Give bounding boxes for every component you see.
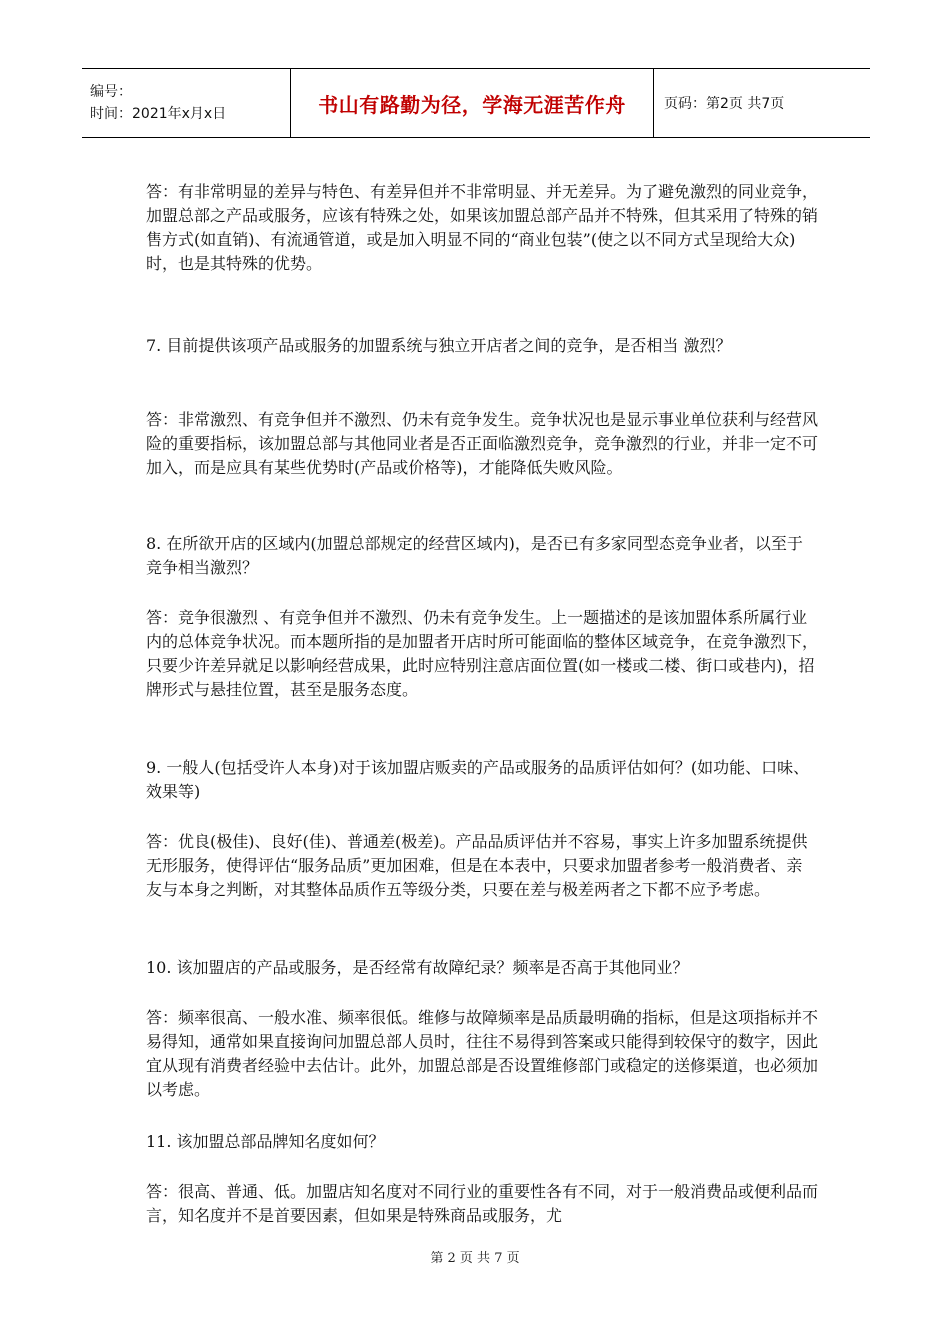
page-info-text: 页码：第2页 共7页 [664,96,785,112]
time-label: 时间：2021年x月x日 [90,106,227,122]
question-11: 11. 该加盟总部品牌知名度如何？ [146,1132,385,1151]
header-page-info [654,69,870,137]
question-9: 9. 一般人(包括受许人本身)对于该加盟店贩卖的产品或服务的品质评估如何？(如功能、口味、效果等) [146,758,810,801]
question-7: 7. 目前提供该项产品或服务的加盟系统与独立开店者之间的竞争，是否相当 激烈？ [146,336,732,355]
page-footer: 第 2 页 共 7 页 [430,1251,520,1266]
header-motto [291,69,654,137]
answer-paragraph: 答：很高、普通、低。加盟店知名度对不同行业的重要性各有不同，对于一般消费品或便利品而言，知名度并不是首要因素，但如果是特殊商品或服务，尤 [146,1182,819,1225]
answer-paragraph: 答：有非常明显的差异与特色、有差异但并不非常明显、并无差异。为了避免激烈的同业竞争，加盟总部之产品或服务，应该有特殊之处，如果该加盟总部产品并不特殊，但其采用了特殊的销售方式(如直销)、有流通管道，或是加入明显不同的“商业包装”(使之以不同方式呈现给大众)时，也是其特殊的优势。 [146,182,819,273]
answer-paragraph: 答：竞争很激烈 、有竞争但并不激烈、仍未有竞争发生。上一题描述的是该加盟体系所属行业内的总体竞争状况。而本题所指的是加盟者开店时所可能面临的整体区域竞争，在竞争激烈下，只要少许差异就足以影响经营成果，此时应特别注意店面位置(如一楼或二楼、街口或巷内)，招牌形式与悬挂位置，甚至是服务态度。 [146,608,819,699]
question-8: 8. 在所欲开店的区域内(加盟总部规定的经营区域内)，是否已有多家同型态竞争业者，以至于竞争相当激烈？ [146,534,803,577]
number-label: 编号： [90,84,132,100]
answer-paragraph: 答：优良(极佳)、良好(佳)、普通差(极差)。产品品质评估并不容易，事实上许多加盟系统提供无形服务，使得评估“服务品质”更加困难，但是在本表中，只要求加盟者参考一般消费者、亲友与本身之判断，对其整体品质作五等级分类，只要在差与极差两者之下都不应予考虑。 [146,832,808,899]
header-meta [82,69,291,137]
question-10: 10. 该加盟店的产品或服务，是否经常有故障纪录？频率是否高于其他同业？ [146,958,689,977]
page-header [82,68,870,138]
answer-paragraph: 答：频率很高、一般水准、频率很低。维修与故障频率是品质最明确的指标，但是这项指标并不易得知，通常如果直接询问加盟总部人员时，往往不易得到答案或只能得到较保守的数字，因此宜从现有消费者经验中去估计。此外，加盟总部是否设置维修部门或稳定的送修渠道，也必须加以考虑。 [146,1008,819,1099]
motto-text: 书山有路勤为径，学海无涯苦作舟 [318,92,626,117]
answer-paragraph: 答：非常激烈、有竞争但并不激烈、仍未有竞争发生。竞争状况也是显示事业单位获利与经营风险的重要指标，该加盟总部与其他同业者是否正面临激烈竞争，竞争激烈的行业，并非一定不可加入，而是应具有某些优势时(产品或价格等)，才能降低失败风险。 [146,410,819,477]
